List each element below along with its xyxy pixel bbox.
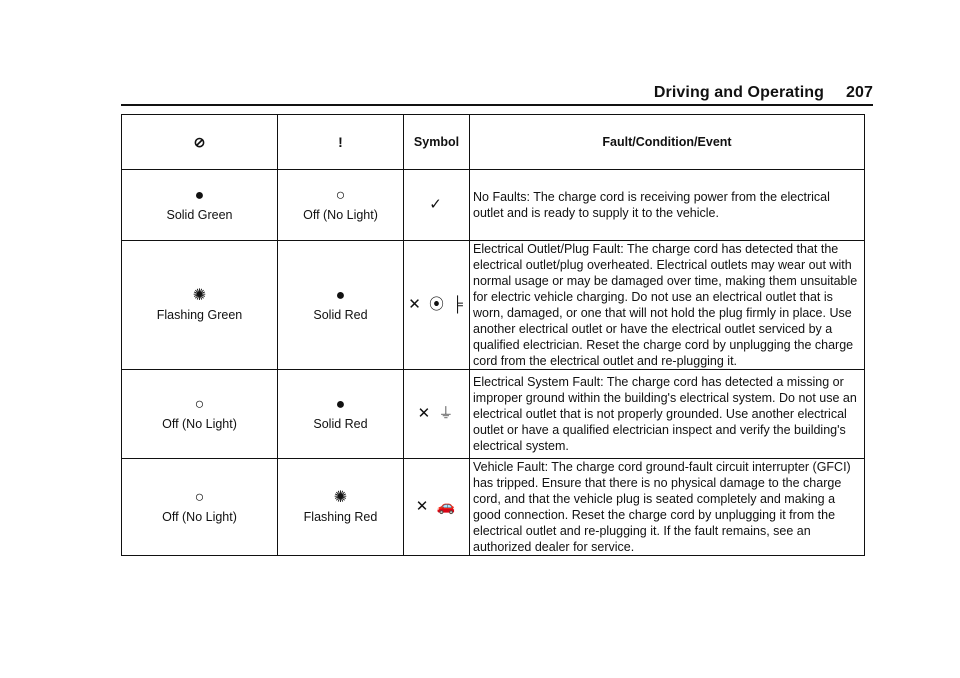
indicator-label: Off (No Light) <box>303 207 378 222</box>
light-off-icon: ○ <box>335 186 346 204</box>
fault-indicator-table <box>121 114 865 556</box>
description-cell <box>470 170 865 241</box>
fault-indicator-icon: ! <box>338 133 343 150</box>
indicator-label: Flashing Green <box>156 307 243 322</box>
table-header-row <box>122 115 865 170</box>
light-off-icon: ○ <box>194 395 205 413</box>
power-indicator-cell <box>122 241 278 370</box>
indicator-label: Flashing Red <box>303 509 378 524</box>
header-fault-condition: Fault/Condition/Event <box>470 115 865 170</box>
header-fault-indicator <box>278 115 404 170</box>
header-divider <box>121 104 873 106</box>
table-row <box>122 459 865 556</box>
description-cell <box>470 370 865 459</box>
fault-indicator-cell <box>278 459 404 556</box>
section-title: Driving and Operating <box>653 84 824 101</box>
power-indicator-icon: ⊘ <box>193 133 206 150</box>
indicator-label: Off (No Light) <box>162 509 237 524</box>
table-row <box>122 170 865 241</box>
solid-light-icon: ● <box>194 186 205 204</box>
table-row <box>122 370 865 459</box>
fault-description: Vehicle Fault: The charge cord ground-fault circuit interrupter (GFCI) has tripped. Ensure that there is no physical damage to the charge cord, and that the vehicle plug is seated completely and making a good connection. Reset the charge cord by unplugging it from the electrical outlet and re-plugging it. If the fault remains, see an authorized dealer for service. <box>473 460 851 554</box>
indicator-label: Off (No Light) <box>162 416 237 431</box>
fault-indicator-cell <box>278 170 404 241</box>
fault-description: Electrical Outlet/Plug Fault: The charge cord has detected that the electrical outlet/plug overheated. Electrical outlets may wear out with normal usage or may be damaged over time, making them unsuitable for electric vehicle charging. Do not use an electrical outlet that is worn, damaged, or one that will not hold the plug firmly in place. Use another electrical outlet or have the electrical outlet serviced by a qualified electrician. Reset the charge cord by unplugging the charge cord from the electrical outlet and re-plugging it. <box>473 242 858 368</box>
solid-light-icon: ● <box>335 286 346 304</box>
symbol-cell <box>404 459 470 556</box>
indicator-label: Solid Green <box>166 207 233 222</box>
description-cell <box>470 459 865 556</box>
power-indicator-cell <box>122 170 278 241</box>
power-indicator-cell <box>122 459 278 556</box>
fault-indicator-cell <box>278 370 404 459</box>
power-indicator-cell <box>122 370 278 459</box>
checkmark-icon: ✓ <box>429 196 444 213</box>
symbol-cell <box>404 170 470 241</box>
flashing-light-icon: ✺ <box>192 286 207 304</box>
description-cell <box>470 241 865 370</box>
page-header <box>0 84 873 102</box>
header-power-indicator <box>122 115 278 170</box>
symbol-cell <box>404 241 470 370</box>
table-row <box>122 241 865 370</box>
solid-light-icon: ● <box>335 395 346 413</box>
indicator-label: Solid Red <box>313 416 368 431</box>
outlet-plug-fault-icon: ✕ ⦿ ╞ <box>408 296 465 313</box>
header-symbol: Symbol <box>404 115 470 170</box>
light-off-icon: ○ <box>194 488 205 506</box>
page-number: 207 <box>846 84 873 101</box>
vehicle-fault-icon: ✕ 🚗 <box>415 498 458 515</box>
fault-description: Electrical System Fault: The charge cord has detected a missing or improper ground within the building's electrical system. Do not use an electrical outlet that is not properly grounded. Use another electrical outlet or have a qualified electrician inspect and verify the building's electrical system. <box>473 375 857 453</box>
ground-fault-icon: ✕ ⏚ <box>417 405 456 422</box>
symbol-cell <box>404 370 470 459</box>
fault-indicator-cell <box>278 241 404 370</box>
fault-description: No Faults: The charge cord is receiving power from the electrical outlet and is ready to supply it to the vehicle. <box>473 190 830 220</box>
flashing-light-icon: ✺ <box>333 488 348 506</box>
indicator-label: Solid Red <box>313 307 368 322</box>
